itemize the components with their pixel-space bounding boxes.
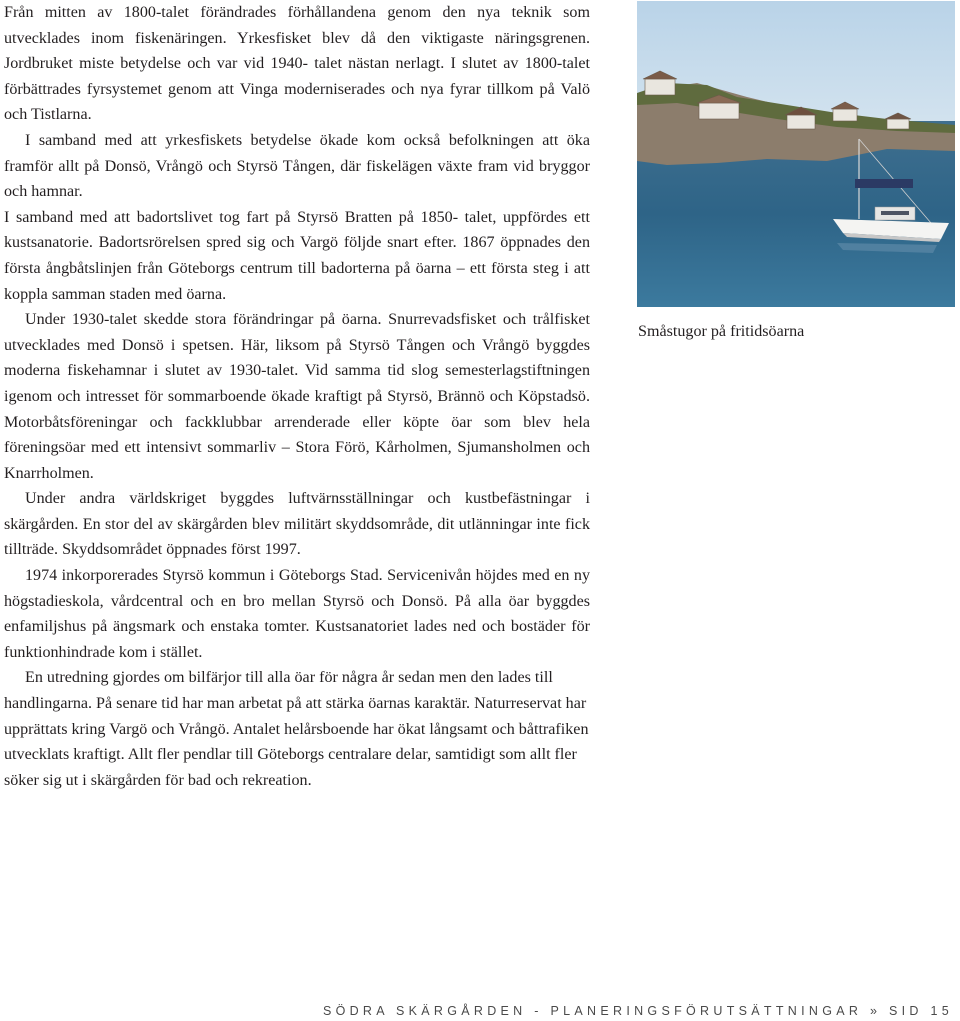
- page-footer: SÖDRA SKÄRGÅRDEN - PLANERINGSFÖRUTSÄTTNINGAR » SID 15: [322, 1004, 953, 1018]
- photo-caption: Småstugor på fritidsöarna: [638, 323, 805, 340]
- paragraph-3: I samband med att badortslivet tog fart på Styrsö Bratten på 1850- talet, uppfördes ett kustsanatorie. Badortsrörelsen spred sig och Vargö följde snart efter. 1867 öppnades den första ångbåtslinjen från Göteborgs centrum till badorterna på öarna – ett första steg i att koppla samman staden med öarna.: [4, 208, 590, 303]
- paragraph-5: Under andra världskriget byggdes luftvärnsställningar och kustbefästningar i skärgården. En stor del av skärgården blev militärt skyddsområde, dit utlänningar inte fick tillträde. Skyddsområdet öppnades först 1997.: [4, 490, 590, 559]
- paragraph-2: I samband med att yrkesfiskets betydelse ökade kom också befolkningen att öka framför allt på Donsö, Vrångö och Styrsö Tången, där fiskelägen växte fram vid bryggor och hamnar.: [4, 131, 590, 201]
- paragraph-7: En utredning gjordes om bilfärjor till alla öar för några år sedan men den lades till handlingarna. På senare tid har man arbetat på att stärka öarnas karaktär. Naturreservat har upprättats kring Vargö och Vrångö. Antalet helårsboende har ökat långsamt och båttrafiken utvecklats kraftigt. Allt fler pendlar till Göteborgs centralare delar, samtidigt som allt fler söker sig ut i skärgården för bad och rekreation.: [4, 669, 589, 789]
- paragraph-4: Under 1930-talet skedde stora förändringar på öarna. Snurrevadsfisket och trålfisket utvecklades med Donsö i spetsen. Här, liksom på Styrsö Tången och Vrångö byggdes moderna fiskehamnar i slutet av 1930-talet. Vid samma tid slog semesterlagstiftningen igenom och intresset för sommarboende ökade kraftigt på Styrsö, Brännö och Köpstadsö. Motorbåtsföreningar och fackklubbar arrenderade eller köpte öar som blev hela föreningsöar med ett intensivt sommarliv – Stora Förö, Kårholmen, Sjumansholmen och Knarrholmen.: [4, 311, 590, 482]
- paragraph-6: 1974 inkorporerades Styrsö kommun i Göteborgs Stad. Servicenivån höjdes med en ny högstadieskola, vårdcentral och en bro mellan Styrsö och Donsö. På alla öar byggdes enfamiljshus på ängsmark och enstaka tomter. Kustsanatoriet lades ned och bostäder för funktionhindrade kom i stället.: [4, 567, 590, 661]
- body-text: [4, 0, 590, 793]
- archipelago-boat-photo: [637, 1, 955, 307]
- paragraph-1: Från mitten av 1800-talet förändrades förhållandena genom den nya teknik som utvecklades inom fiskenäringen. Yrkesfisket blev då den viktigaste näringsgrenen. Jordbruket miste betydelse och var vid 1940- talet nästan nerlagt. I slutet av 1800-talet förbättrades fyrsystemet genom att Vinga moderniserades och nya fyrar tillkom på Valö och Tistlarna.: [4, 4, 590, 124]
